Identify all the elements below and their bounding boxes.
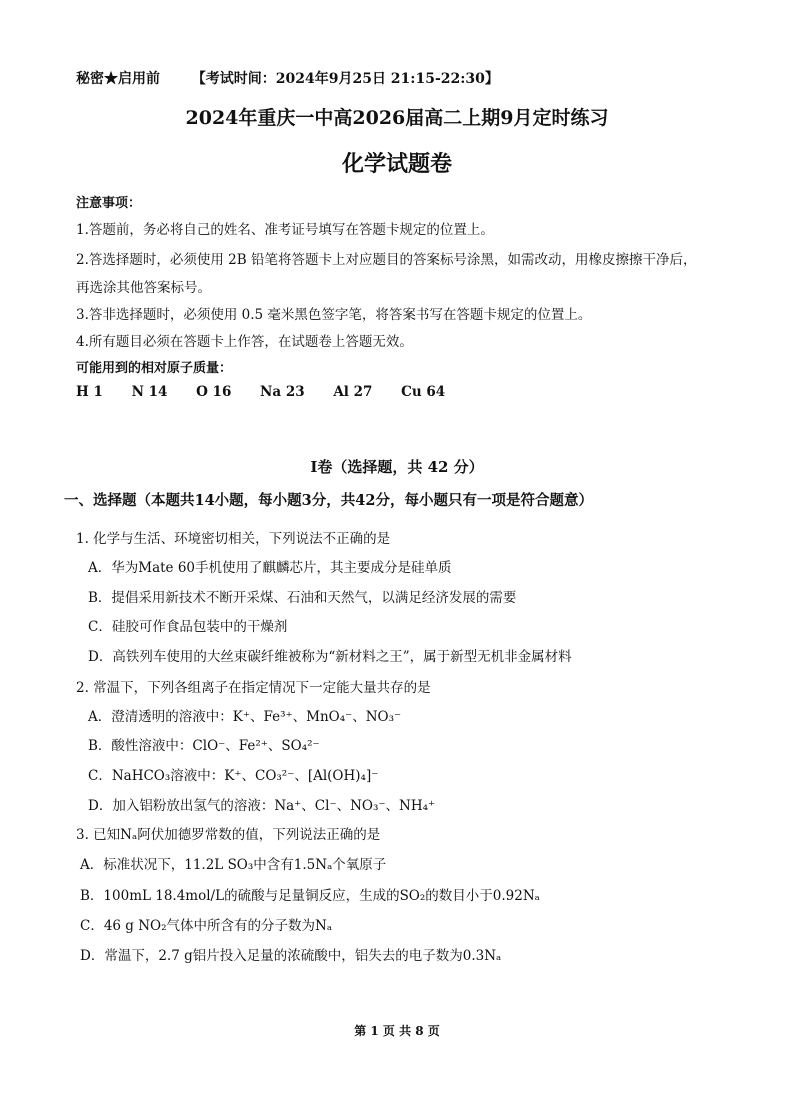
- section-heading: Ⅰ卷（选择题，共 42 分）: [310, 458, 484, 476]
- question-1-option-b: B．提倡采用新技术不断开采煤、石油和天然气，以满足经济发展的需要: [88, 590, 517, 606]
- note-item-4: 4.所有题目必须在答题卡上作答，在试题卷上答题无效。: [76, 334, 413, 350]
- question-1-option-d: D．高铁列车使用的大丝束碳纤维被称为“新材料之王”，属于新型无机非金属材料: [88, 649, 572, 665]
- page-subtitle: 化学试题卷: [341, 151, 452, 177]
- page-footer: 第 1 页 共 8 页: [354, 1024, 440, 1038]
- atomic-mass-item: Na 23: [260, 384, 305, 400]
- question-1-option-c: C．硅胶可作食品包装中的干燥剂: [88, 619, 288, 635]
- note-item-1: 1.答题前，务必将自己的姓名、准考证号填写在答题卡规定的位置上。: [76, 222, 494, 238]
- question-3-stem: 3. 已知Nₐ阿伏加德罗常数的值，下列说法正确的是: [76, 827, 381, 843]
- question-2-stem: 2. 常温下，下列各组离子在指定情况下一定能大量共存的是: [76, 680, 431, 696]
- atomic-mass-item: Al 27: [333, 384, 373, 400]
- question-1-option-a: A．华为Mate 60手机使用了麒麟芯片，其主要成分是硅单质: [88, 560, 452, 576]
- atomic-mass-list: [76, 384, 469, 400]
- question-3-option-c: C．46 g NO₂气体中所含有的分子数为Nₐ: [80, 918, 333, 934]
- atomic-mass-heading: 可能用到的相对原子质量：: [76, 361, 233, 376]
- notes-heading: 注意事项：: [76, 196, 142, 211]
- confidential-label: 秘密★启用前: [76, 71, 160, 87]
- question-3-option-d: D．常温下，2.7 g铝片投入足量的浓硫酸中，铝失去的电子数为0.3Nₐ: [80, 948, 502, 964]
- atomic-mass-item: Cu 64: [401, 384, 446, 400]
- note-item-3: 3.答非选择题时，必须使用 0.5 毫米黑色签字笔，将答案书写在答题卡规定的位置上。: [76, 307, 592, 323]
- atomic-mass-item: O 16: [196, 384, 232, 400]
- question-3-option-a: A．标准状况下，11.2L SO₃中含有1.5Nₐ个氧原子: [80, 857, 387, 873]
- atomic-mass-item: H 1: [76, 384, 103, 400]
- question-2-option-c: C．NaHCO₃溶液中：K⁺、CO₃²⁻、[Al(OH)₄]⁻: [88, 768, 379, 784]
- note-item-2: 2.答选择题时，必须使用 2B 铅笔将答题卡上对应题目的答案标号涂黑，如需改动，用橡皮擦擦干净后，: [76, 252, 697, 268]
- note-item-2-cont: 再选涂其他答案标号。: [76, 280, 211, 296]
- page-title: 2024年重庆一中高2026届高二上期9月定时练习: [185, 107, 609, 129]
- question-1-stem: 1. 化学与生活、环境密切相关，下列说法不正确的是: [76, 531, 391, 547]
- part-heading: 一、选择题（本题共14小题，每小题3分，共42分，每小题只有一项是符合题意）: [64, 492, 593, 509]
- question-3-option-b: B．100mL 18.4mol/L的硫酸与足量铜反应，生成的SO₂的数目小于0.92Nₐ: [80, 888, 540, 904]
- atomic-mass-item: N 14: [131, 384, 168, 400]
- question-2-option-d: D．加入铝粉放出氢气的溶液：Na⁺、Cl⁻、NO₃⁻、NH₄⁺: [88, 798, 436, 814]
- exam-header-line: [76, 68, 499, 88]
- exam-time: 【考试时间：2024年9月25日 21:15-22:30】: [191, 71, 499, 87]
- question-2-option-a: A．澄清透明的溶液中：K⁺、Fe³⁺、MnO₄⁻、NO₃⁻: [88, 709, 402, 725]
- question-2-option-b: B．酸性溶液中：ClO⁻、Fe²⁺、SO₄²⁻: [88, 738, 320, 754]
